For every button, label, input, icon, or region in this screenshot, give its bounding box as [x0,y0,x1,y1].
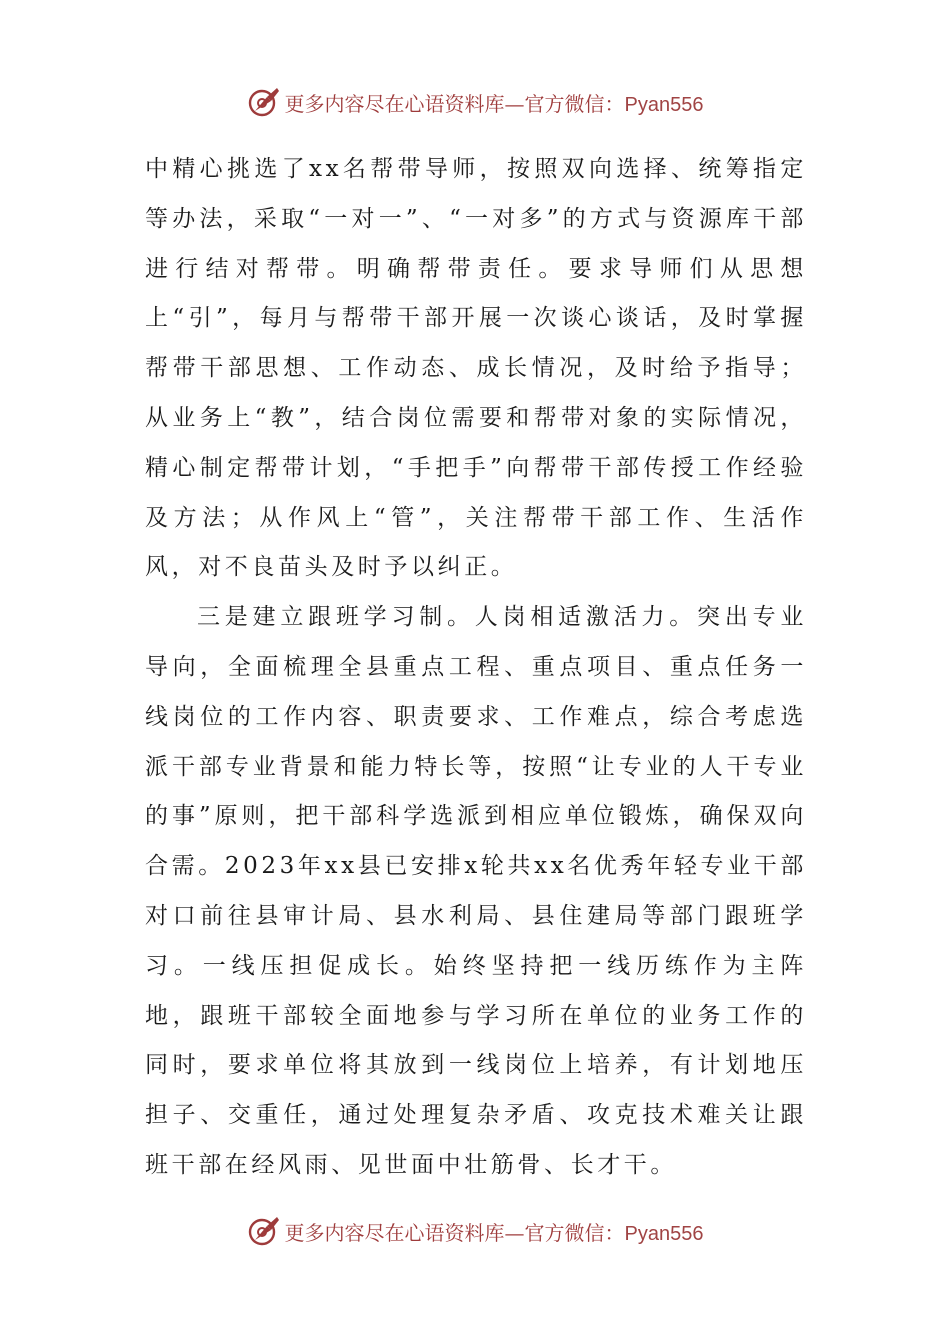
document-body [145,145,807,1191]
header-banner [0,82,950,122]
header-banner-text: 更多内容尽在心语资料库—官方微信：Pyan556 [284,91,704,116]
footer-wechat-id: Pyan556 [624,1222,704,1245]
footer-banner-text: 更多内容尽在心语资料库—官方微信：Pyan556 [284,1220,704,1245]
footer-banner [0,1211,950,1251]
header-wechat-id: Pyan556 [624,93,704,116]
pen-nib-circle-icon [247,1214,281,1248]
paragraph-2: 三是建立跟班学习制。人岗相适激活力。突出专业导向，全面梳理全县重点工程、重点项目、重点任务一线岗位的工作内容、职责要求、工作难点，综合考虑选派干部专业背景和能力特长等，按照“让专业的人干专业的事”原则，把干部科学选派到相应单位锻炼，确保双向合需。2023年xx县已安排x轮共xx名优秀年轻专业干部对口前往县审计局、县水利局、县住建局等部门跟班学习。一线压担促成长。始终坚持把一线历练作为主阵地，跟班干部较全面地参与学习所在单位的业务工作的同时，要求单位将其放到一线岗位上培养，有计划地压担子、交重任，通过处理复杂矛盾、攻克技术难关让跟班干部在经风雨、见世面中壮筋骨、长才干。 [145,604,807,1178]
pen-nib-circle-icon [247,85,281,119]
paragraph-1: 中精心挑选了xx名帮带导师，按照双向选择、统筹指定等办法，采取“一对一”、“一对多”的方式与资源库干部进行结对帮带。明确帮带责任。要求导师们从思想上“引”，每月与帮带干部开展一次谈心谈话，及时掌握帮带干部思想、工作动态、成长情况，及时给予指导；从业务上“教”，结合岗位需要和帮带对象的实际情况，精心制定帮带计划，“手把手”向帮带干部传授工作经验及方法；从作风上“管”，关注帮带干部工作、生活作风，对不良苗头及时予以纠正。 [145,156,807,581]
